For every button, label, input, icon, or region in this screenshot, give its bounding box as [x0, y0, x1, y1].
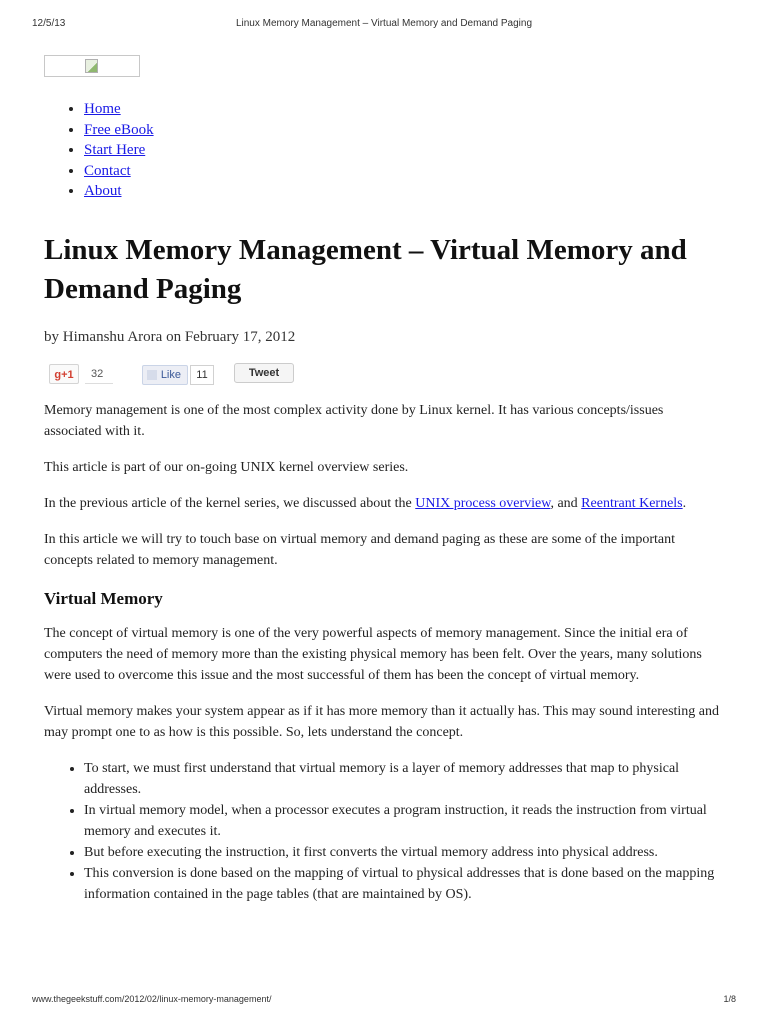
intro-paragraph-1: Memory management is one of the most complex activity done by Linux kernel. It has various concepts/issues associated with it. [44, 402, 664, 439]
broken-image-icon [85, 59, 98, 73]
nav-item-contact [84, 161, 724, 182]
google-plus-button[interactable]: g+1 [49, 364, 79, 384]
article-title: Linux Memory Management – Virtual Memory and Demand Paging [44, 233, 687, 305]
nav-link-contact[interactable]: Contact [84, 162, 131, 179]
print-doc-title: Linux Memory Management – Virtual Memory and Demand Paging [235, 18, 533, 29]
nav-link-free-ebook[interactable]: Free eBook [84, 121, 154, 138]
main-nav [44, 99, 724, 202]
list-item: • In virtual memory model, when a processor executes a program instruction, it reads the instruction from virtual memory and executes it. [84, 800, 724, 842]
intro-paragraph-3 [44, 493, 724, 514]
nav-link-start-here[interactable]: Start Here [84, 142, 146, 159]
list-item: • This conversion is done based on the mapping of virtual to physical addresses that is done based on the mapping information contained in the page tables (that are maintained by OS). [84, 863, 724, 905]
print-date: 12/5/13 [32, 18, 66, 29]
vm-bullet-list [44, 758, 724, 905]
intro-3-text-before: In the previous article of the kernel series, we discussed about the [44, 495, 416, 511]
article-byline: by Himanshu Arora on February 17, 2012 [44, 328, 296, 345]
nav-link-home[interactable]: Home [84, 101, 121, 117]
reentrant-kernels-link[interactable]: Reentrant Kernels [581, 495, 683, 511]
tweet-button[interactable]: Tweet [234, 363, 294, 383]
vm-paragraph-1: The concept of virtual memory is one of the very powerful aspects of memory management. Since the initial era of computers the need of memory more than the existing physical memory has been felt. Over the years, many solutions were used to overcome this issue and the most successful of them has been the concept of virtual memory. [44, 625, 702, 683]
print-url: www.thegeekstuff.com/2012/02/linux-memory-management/ [32, 994, 272, 1004]
facebook-like-label: Like [160, 368, 181, 381]
nav-item-start-here [84, 140, 724, 161]
intro-paragraph-2: This article is part of our on-going UNIX kernel overview series. [44, 459, 409, 475]
list-item: • To start, we must first understand that virtual memory is a layer of memory addresses that map to physical addresses. [84, 758, 724, 800]
facebook-like-icon [147, 370, 157, 380]
print-footer [32, 994, 736, 1008]
print-header [32, 18, 736, 32]
page-content [44, 55, 724, 905]
list-item: • But before executing the instruction, it first converts the virtual memory address into physical address. [84, 842, 724, 863]
google-plus-count: 32 [85, 364, 113, 384]
nav-item-free-ebook [84, 120, 724, 141]
facebook-like-count: 11 [190, 365, 214, 385]
facebook-like-button[interactable] [142, 365, 188, 385]
vm-paragraph-2: Virtual memory makes your system appear as if it has more memory than it actually has. This may sound interesting and may prompt one to as how is this possible. So, lets understand the concept. [44, 703, 720, 740]
social-share-bar [44, 363, 724, 385]
section-heading-virtual-memory: Virtual Memory [44, 588, 163, 608]
unix-process-overview-link[interactable]: UNIX process overview [415, 495, 551, 511]
site-logo[interactable] [44, 55, 140, 77]
intro-3-text-between: , and [550, 495, 582, 511]
article-body [44, 400, 724, 905]
nav-item-home [84, 99, 724, 120]
intro-3-text-after: . [682, 495, 687, 511]
nav-link-about[interactable]: About [84, 183, 122, 200]
nav-item-about [84, 181, 724, 202]
intro-paragraph-4: In this article we will try to touch base on virtual memory and demand paging as these are some of the important concepts related to memory management. [44, 531, 675, 568]
page-number: 1/8 [723, 994, 736, 1004]
